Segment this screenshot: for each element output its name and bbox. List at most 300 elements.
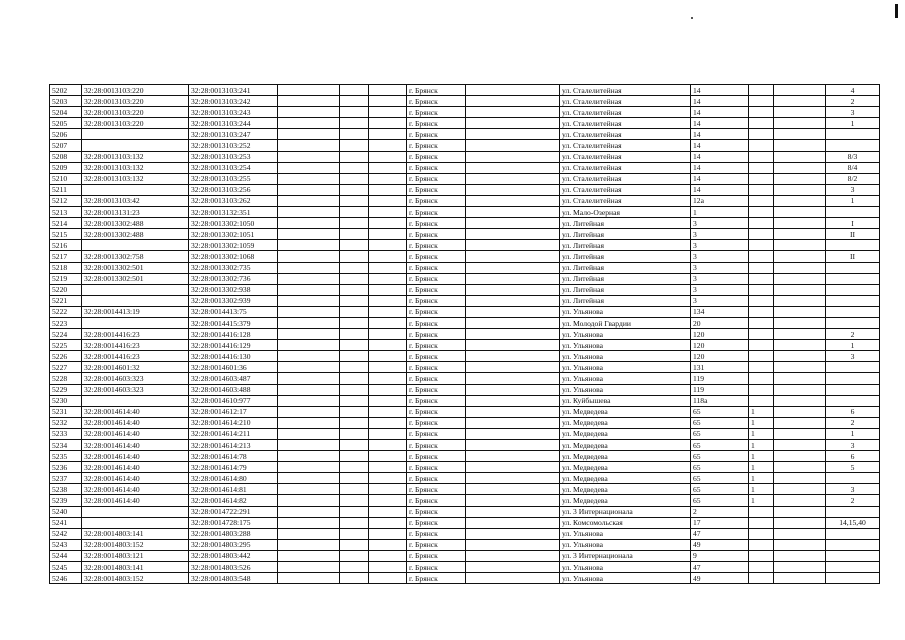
row-number-cell: 5212	[50, 195, 82, 206]
table-row	[50, 107, 880, 118]
empty-cell	[278, 506, 340, 517]
house-number-cell: 14	[691, 162, 749, 173]
land-cadastral-number-cell: 32:28:0014803:141	[82, 528, 189, 539]
object-cadastral-number-cell: 32:28:0013302:1050	[189, 218, 278, 229]
empty-cell	[369, 129, 407, 140]
building-number-cell: 1	[749, 451, 774, 462]
land-cadastral-number-cell: 32:28:0014601:32	[82, 362, 189, 373]
table-row	[50, 506, 880, 517]
building-number-cell: 1	[749, 406, 774, 417]
object-cadastral-number-cell: 32:28:0014803:295	[189, 539, 278, 550]
city-cell: г. Брянск	[407, 562, 466, 573]
object-cadastral-number-cell: 32:28:0014722:291	[189, 506, 278, 517]
land-cadastral-number-cell: 32:28:0013302:501	[82, 262, 189, 273]
empty-cell	[340, 417, 369, 428]
city-cell: г. Брянск	[407, 207, 466, 218]
table-row	[50, 395, 880, 406]
empty-cell	[340, 129, 369, 140]
empty-cell	[369, 495, 407, 506]
row-number-cell: 5214	[50, 218, 82, 229]
empty-cell	[774, 406, 826, 417]
row-number-cell: 5208	[50, 151, 82, 162]
land-cadastral-number-cell	[82, 240, 189, 251]
house-number-cell: 14	[691, 151, 749, 162]
table-row	[50, 85, 880, 96]
street-cell: ул. Литейная	[560, 262, 691, 273]
building-number-cell	[749, 273, 774, 284]
empty-cell	[278, 351, 340, 362]
row-number-cell: 5224	[50, 329, 82, 340]
building-number-cell	[749, 306, 774, 317]
apartment-number-cell	[826, 129, 880, 140]
empty-cell	[278, 373, 340, 384]
table-row	[50, 251, 880, 262]
empty-cell	[466, 351, 560, 362]
street-cell: ул. Ульянова	[560, 329, 691, 340]
scan-dot	[691, 17, 693, 19]
empty-cell	[278, 151, 340, 162]
building-number-cell	[749, 362, 774, 373]
row-number-cell: 5218	[50, 262, 82, 273]
street-cell: ул. Ульянова	[560, 362, 691, 373]
object-cadastral-number-cell: 32:28:0014728:175	[189, 517, 278, 528]
apartment-number-cell: 1	[826, 195, 880, 206]
land-cadastral-number-cell: 32:28:0014413:19	[82, 306, 189, 317]
building-number-cell	[749, 195, 774, 206]
empty-cell	[340, 240, 369, 251]
object-cadastral-number-cell: 32:28:0014416:128	[189, 329, 278, 340]
empty-cell	[774, 162, 826, 173]
building-number-cell	[749, 340, 774, 351]
table-row	[50, 96, 880, 107]
empty-cell	[278, 273, 340, 284]
object-cadastral-number-cell: 32:28:0013103:244	[189, 118, 278, 129]
city-cell: г. Брянск	[407, 306, 466, 317]
empty-cell	[466, 384, 560, 395]
house-number-cell: 1	[691, 207, 749, 218]
empty-cell	[774, 96, 826, 107]
land-cadastral-number-cell: 32:28:0013302:501	[82, 273, 189, 284]
empty-cell	[774, 329, 826, 340]
house-number-cell: 3	[691, 273, 749, 284]
empty-cell	[774, 484, 826, 495]
table-row	[50, 539, 880, 550]
empty-cell	[466, 539, 560, 550]
building-number-cell: 1	[749, 440, 774, 451]
house-number-cell: 3	[691, 240, 749, 251]
street-cell: ул. Медведева	[560, 417, 691, 428]
empty-cell	[278, 251, 340, 262]
empty-cell	[369, 207, 407, 218]
empty-cell	[278, 362, 340, 373]
street-cell: ул. Сталелитейная	[560, 140, 691, 151]
row-number-cell: 5215	[50, 229, 82, 240]
street-cell: ул. Литейная	[560, 218, 691, 229]
row-number-cell: 5205	[50, 118, 82, 129]
empty-cell	[340, 329, 369, 340]
table-row	[50, 550, 880, 561]
object-cadastral-number-cell: 32:28:0014610:977	[189, 395, 278, 406]
apartment-number-cell: 1	[826, 428, 880, 439]
empty-cell	[774, 573, 826, 584]
empty-cell	[278, 184, 340, 195]
row-number-cell: 5207	[50, 140, 82, 151]
house-number-cell: 14	[691, 96, 749, 107]
street-cell: ул. Литейная	[560, 251, 691, 262]
object-cadastral-number-cell: 32:28:0014614:82	[189, 495, 278, 506]
empty-cell	[369, 96, 407, 107]
building-number-cell: 1	[749, 495, 774, 506]
house-number-cell: 17	[691, 517, 749, 528]
row-number-cell: 5235	[50, 451, 82, 462]
land-cadastral-number-cell: 32:28:0014803:152	[82, 573, 189, 584]
empty-cell	[369, 195, 407, 206]
row-number-cell: 5239	[50, 495, 82, 506]
street-cell: ул. Сталелитейная	[560, 195, 691, 206]
apartment-number-cell: 6	[826, 406, 880, 417]
row-number-cell: 5219	[50, 273, 82, 284]
house-number-cell: 119	[691, 384, 749, 395]
empty-cell	[774, 229, 826, 240]
table-row	[50, 284, 880, 295]
row-number-cell: 5231	[50, 406, 82, 417]
empty-cell	[369, 384, 407, 395]
land-cadastral-number-cell: 32:28:0014803:121	[82, 550, 189, 561]
empty-cell	[774, 451, 826, 462]
empty-cell	[369, 562, 407, 573]
empty-cell	[466, 162, 560, 173]
street-cell: ул. Сталелитейная	[560, 184, 691, 195]
table-row	[50, 451, 880, 462]
land-cadastral-number-cell: 32:28:0014614:40	[82, 484, 189, 495]
building-number-cell	[749, 295, 774, 306]
table-row	[50, 151, 880, 162]
house-number-cell: 14	[691, 173, 749, 184]
empty-cell	[278, 107, 340, 118]
empty-cell	[466, 85, 560, 96]
empty-cell	[340, 539, 369, 550]
object-cadastral-number-cell: 32:28:0014413:75	[189, 306, 278, 317]
house-number-cell: 120	[691, 329, 749, 340]
table-row	[50, 573, 880, 584]
empty-cell	[466, 462, 560, 473]
land-cadastral-number-cell: 32:28:0013103:220	[82, 85, 189, 96]
city-cell: г. Брянск	[407, 273, 466, 284]
land-cadastral-number-cell: 32:28:0014603:323	[82, 373, 189, 384]
empty-cell	[774, 317, 826, 328]
table-row	[50, 417, 880, 428]
row-number-cell: 5240	[50, 506, 82, 517]
city-cell: г. Брянск	[407, 229, 466, 240]
apartment-number-cell: 5	[826, 462, 880, 473]
object-cadastral-number-cell: 32:28:0013302:1051	[189, 229, 278, 240]
empty-cell	[774, 107, 826, 118]
table-row	[50, 329, 880, 340]
empty-cell	[340, 562, 369, 573]
empty-cell	[774, 118, 826, 129]
land-cadastral-number-cell: 32:28:0013302:758	[82, 251, 189, 262]
object-cadastral-number-cell: 32:28:0014614:78	[189, 451, 278, 462]
house-number-cell: 14	[691, 107, 749, 118]
apartment-number-cell: II	[826, 251, 880, 262]
house-number-cell: 3	[691, 218, 749, 229]
city-cell: г. Брянск	[407, 118, 466, 129]
empty-cell	[369, 162, 407, 173]
house-number-cell: 3	[691, 229, 749, 240]
object-cadastral-number-cell: 32:28:0014601:36	[189, 362, 278, 373]
house-number-cell: 14	[691, 129, 749, 140]
empty-cell	[369, 306, 407, 317]
object-cadastral-number-cell: 32:28:0014614:213	[189, 440, 278, 451]
empty-cell	[466, 484, 560, 495]
land-cadastral-number-cell	[82, 140, 189, 151]
empty-cell	[278, 207, 340, 218]
empty-cell	[369, 417, 407, 428]
apartment-number-cell	[826, 373, 880, 384]
empty-cell	[340, 573, 369, 584]
empty-cell	[278, 340, 340, 351]
empty-cell	[466, 195, 560, 206]
apartment-number-cell: 3	[826, 184, 880, 195]
empty-cell	[369, 528, 407, 539]
empty-cell	[774, 395, 826, 406]
city-cell: г. Брянск	[407, 417, 466, 428]
object-cadastral-number-cell: 32:28:0013132:351	[189, 207, 278, 218]
row-number-cell: 5234	[50, 440, 82, 451]
street-cell: ул. Литейная	[560, 229, 691, 240]
house-number-cell: 49	[691, 573, 749, 584]
city-cell: г. Брянск	[407, 251, 466, 262]
building-number-cell	[749, 151, 774, 162]
empty-cell	[774, 562, 826, 573]
empty-cell	[278, 573, 340, 584]
empty-cell	[278, 96, 340, 107]
row-number-cell: 5217	[50, 251, 82, 262]
house-number-cell: 49	[691, 539, 749, 550]
object-cadastral-number-cell: 32:28:0013103:256	[189, 184, 278, 195]
apartment-number-cell	[826, 317, 880, 328]
city-cell: г. Брянск	[407, 484, 466, 495]
empty-cell	[369, 107, 407, 118]
empty-cell	[340, 440, 369, 451]
city-cell: г. Брянск	[407, 362, 466, 373]
city-cell: г. Брянск	[407, 440, 466, 451]
street-cell: ул. Ульянова	[560, 306, 691, 317]
empty-cell	[278, 539, 340, 550]
row-number-cell: 5209	[50, 162, 82, 173]
object-cadastral-number-cell: 32:28:0013302:735	[189, 262, 278, 273]
building-number-cell	[749, 129, 774, 140]
empty-cell	[466, 451, 560, 462]
street-cell: ул. Сталелитейная	[560, 107, 691, 118]
empty-cell	[369, 406, 407, 417]
building-number-cell	[749, 262, 774, 273]
empty-cell	[369, 517, 407, 528]
city-cell: г. Брянск	[407, 262, 466, 273]
empty-cell	[466, 495, 560, 506]
object-cadastral-number-cell: 32:28:0014614:81	[189, 484, 278, 495]
building-number-cell	[749, 528, 774, 539]
apartment-number-cell: 3	[826, 484, 880, 495]
building-number-cell	[749, 162, 774, 173]
table-row	[50, 229, 880, 240]
city-cell: г. Брянск	[407, 218, 466, 229]
land-cadastral-number-cell: 32:28:0014416:23	[82, 351, 189, 362]
table-row	[50, 262, 880, 273]
street-cell: ул. Сталелитейная	[560, 96, 691, 107]
object-cadastral-number-cell: 32:28:0014803:442	[189, 550, 278, 561]
empty-cell	[369, 462, 407, 473]
empty-cell	[369, 362, 407, 373]
street-cell: ул. Сталелитейная	[560, 118, 691, 129]
empty-cell	[774, 240, 826, 251]
empty-cell	[278, 473, 340, 484]
object-cadastral-number-cell: 32:28:0014614:79	[189, 462, 278, 473]
empty-cell	[774, 528, 826, 539]
empty-cell	[340, 406, 369, 417]
empty-cell	[774, 262, 826, 273]
house-number-cell: 65	[691, 417, 749, 428]
empty-cell	[369, 395, 407, 406]
object-cadastral-number-cell: 32:28:0013302:1068	[189, 251, 278, 262]
city-cell: г. Брянск	[407, 573, 466, 584]
empty-cell	[774, 151, 826, 162]
empty-cell	[774, 351, 826, 362]
object-cadastral-number-cell: 32:28:0014614:210	[189, 417, 278, 428]
land-cadastral-number-cell: 32:28:0014603:323	[82, 384, 189, 395]
empty-cell	[369, 506, 407, 517]
object-cadastral-number-cell: 32:28:0014803:288	[189, 528, 278, 539]
land-cadastral-number-cell: 32:28:0013103:42	[82, 195, 189, 206]
empty-cell	[466, 317, 560, 328]
street-cell: ул. Медведева	[560, 462, 691, 473]
table-row	[50, 428, 880, 439]
city-cell: г. Брянск	[407, 506, 466, 517]
empty-cell	[278, 195, 340, 206]
object-cadastral-number-cell: 32:28:0014603:487	[189, 373, 278, 384]
object-cadastral-number-cell: 32:28:0013103:243	[189, 107, 278, 118]
empty-cell	[466, 395, 560, 406]
table-row	[50, 273, 880, 284]
land-cadastral-number-cell	[82, 517, 189, 528]
empty-cell	[369, 85, 407, 96]
building-number-cell	[749, 395, 774, 406]
empty-cell	[369, 317, 407, 328]
empty-cell	[340, 462, 369, 473]
object-cadastral-number-cell: 32:28:0014415:379	[189, 317, 278, 328]
building-number-cell	[749, 207, 774, 218]
apartment-number-cell	[826, 384, 880, 395]
empty-cell	[466, 284, 560, 295]
empty-cell	[466, 207, 560, 218]
house-number-cell: 134	[691, 306, 749, 317]
apartment-number-cell	[826, 140, 880, 151]
apartment-number-cell: 3	[826, 351, 880, 362]
apartment-number-cell: 8/3	[826, 151, 880, 162]
empty-cell	[774, 207, 826, 218]
apartment-number-cell	[826, 207, 880, 218]
city-cell: г. Брянск	[407, 162, 466, 173]
empty-cell	[369, 573, 407, 584]
empty-cell	[466, 362, 560, 373]
empty-cell	[466, 262, 560, 273]
empty-cell	[774, 440, 826, 451]
object-cadastral-number-cell: 32:28:0013302:939	[189, 295, 278, 306]
apartment-number-cell	[826, 506, 880, 517]
empty-cell	[369, 484, 407, 495]
row-number-cell: 5230	[50, 395, 82, 406]
empty-cell	[774, 251, 826, 262]
empty-cell	[774, 340, 826, 351]
city-cell: г. Брянск	[407, 539, 466, 550]
empty-cell	[466, 528, 560, 539]
row-number-cell: 5243	[50, 539, 82, 550]
row-number-cell: 5228	[50, 373, 82, 384]
empty-cell	[340, 251, 369, 262]
empty-cell	[466, 184, 560, 195]
empty-cell	[340, 273, 369, 284]
row-number-cell: 5223	[50, 317, 82, 328]
empty-cell	[278, 162, 340, 173]
row-number-cell: 5242	[50, 528, 82, 539]
apartment-number-cell: 2	[826, 329, 880, 340]
empty-cell	[466, 329, 560, 340]
building-number-cell	[749, 539, 774, 550]
building-number-cell: 1	[749, 484, 774, 495]
empty-cell	[466, 428, 560, 439]
empty-cell	[340, 140, 369, 151]
table-row	[50, 517, 880, 528]
building-number-cell	[749, 284, 774, 295]
table-row	[50, 195, 880, 206]
empty-cell	[278, 129, 340, 140]
table-row	[50, 184, 880, 195]
row-number-cell: 5216	[50, 240, 82, 251]
city-cell: г. Брянск	[407, 184, 466, 195]
table-row	[50, 173, 880, 184]
house-number-cell: 14	[691, 118, 749, 129]
object-cadastral-number-cell: 32:28:0013302:1059	[189, 240, 278, 251]
street-cell: ул. Ульянова	[560, 384, 691, 395]
empty-cell	[340, 473, 369, 484]
building-number-cell	[749, 85, 774, 96]
empty-cell	[340, 484, 369, 495]
land-cadastral-number-cell	[82, 317, 189, 328]
empty-cell	[340, 85, 369, 96]
table-row	[50, 495, 880, 506]
city-cell: г. Брянск	[407, 428, 466, 439]
house-number-cell: 3	[691, 284, 749, 295]
building-number-cell	[749, 329, 774, 340]
land-cadastral-number-cell: 32:28:0013103:132	[82, 151, 189, 162]
empty-cell	[369, 140, 407, 151]
empty-cell	[466, 440, 560, 451]
table-row	[50, 384, 880, 395]
house-number-cell: 120	[691, 340, 749, 351]
empty-cell	[340, 162, 369, 173]
table-row	[50, 362, 880, 373]
empty-cell	[340, 207, 369, 218]
empty-cell	[278, 218, 340, 229]
empty-cell	[369, 329, 407, 340]
city-cell: г. Брянск	[407, 528, 466, 539]
empty-cell	[774, 384, 826, 395]
apartment-number-cell: 1	[826, 118, 880, 129]
apartment-number-cell: 2	[826, 495, 880, 506]
city-cell: г. Брянск	[407, 129, 466, 140]
empty-cell	[774, 373, 826, 384]
empty-cell	[466, 406, 560, 417]
